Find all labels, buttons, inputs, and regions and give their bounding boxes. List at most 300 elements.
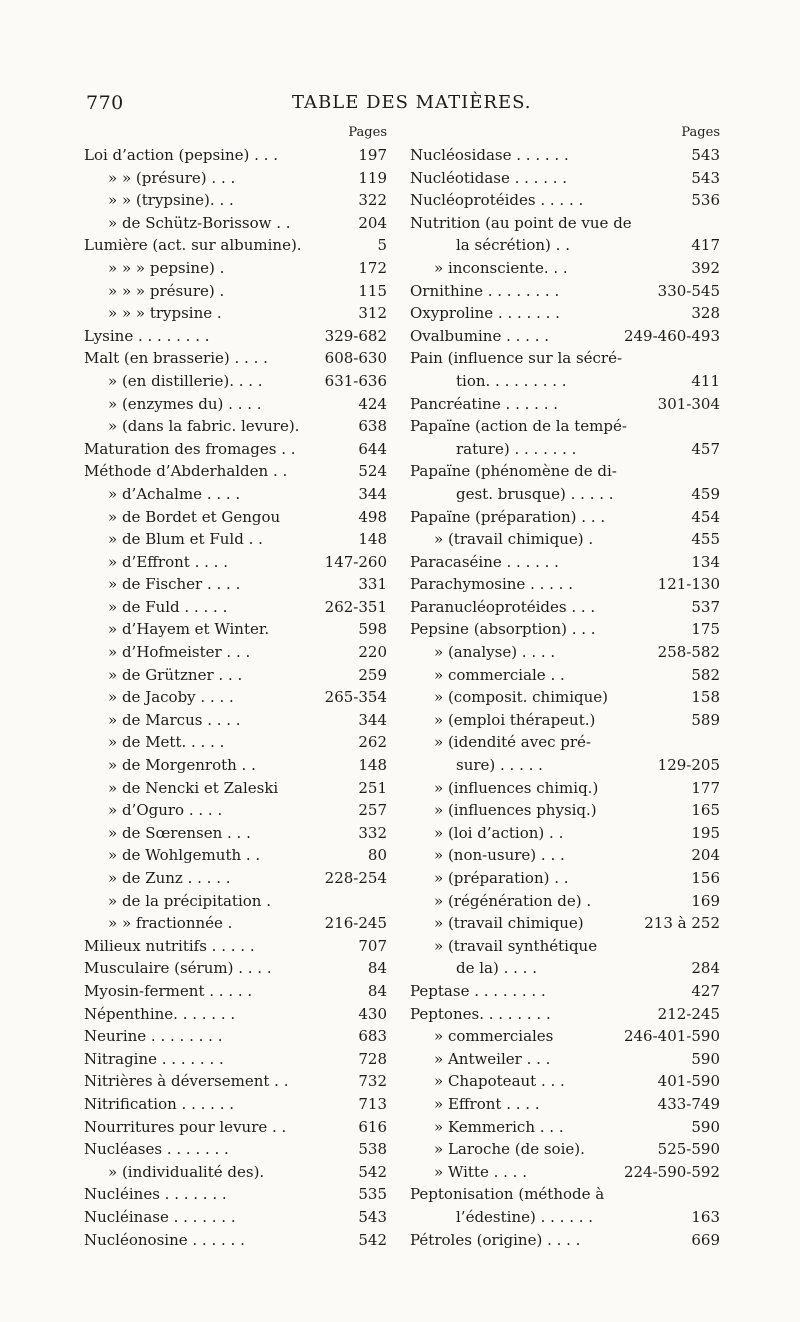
index-entry xyxy=(84,1048,387,1071)
index-entry xyxy=(84,822,387,845)
index-entry xyxy=(84,325,387,348)
index-entry-page: 543 xyxy=(691,168,720,187)
index-entry xyxy=(410,844,720,867)
index-entry-term: » (en distillerie). . . . xyxy=(108,371,263,390)
index-entry-page: 262 xyxy=(358,733,387,752)
index-entry-term: Nucléosidase . . . . . . xyxy=(410,146,569,164)
index-entry-term: Paranucléoprotéides . . . xyxy=(410,597,596,616)
index-entry-term: » commerciales xyxy=(434,1027,554,1046)
index-entry-page: 158 xyxy=(691,688,720,707)
index-entry xyxy=(410,822,720,845)
index-entry-term: Peptones. . . . . . . . xyxy=(410,1004,551,1023)
page-number: 770 xyxy=(86,92,124,114)
index-entry-page: 147-260 xyxy=(324,552,387,571)
index-entry-term: Nutrition (au point de vue de xyxy=(410,213,632,232)
index-entry-term: » Laroche (de soie). xyxy=(434,1140,585,1159)
index-entry xyxy=(410,596,720,619)
index-entry xyxy=(84,167,387,190)
index-entry xyxy=(410,551,720,574)
index-entry xyxy=(410,1116,720,1139)
index-entry xyxy=(84,957,387,980)
index-entry-page xyxy=(656,347,720,370)
index-entry-term: Peptase . . . . . . . . xyxy=(410,981,546,1000)
index-entry xyxy=(84,1116,387,1139)
index-entry-page: 590 xyxy=(691,1049,720,1068)
index-entry-page: 84 xyxy=(367,981,387,1000)
index-entry-page: 417 xyxy=(691,236,720,255)
index-entry-page: 535 xyxy=(358,1185,387,1204)
index-entry-page: 322 xyxy=(358,191,387,210)
index-entry xyxy=(84,280,387,303)
index-entry xyxy=(84,393,387,416)
index-entry-term: la sécrétion) . . xyxy=(456,236,570,255)
index-entry-page: 330-545 xyxy=(657,281,720,300)
index-entry xyxy=(84,596,387,619)
index-entry xyxy=(84,438,387,461)
index-entry-term: » » (présure) . . . xyxy=(108,168,236,187)
index-entry-page: 284 xyxy=(691,959,720,978)
index-entry xyxy=(410,212,720,235)
index-entry-term: » (régénération de) . xyxy=(434,891,592,910)
index-entry-page: 524 xyxy=(358,462,387,481)
index-entry-term: Nitrières à déversement . . xyxy=(84,1072,289,1091)
index-entry xyxy=(84,1025,387,1048)
index-entry xyxy=(84,189,387,212)
index-entry-term: Nitragine . . . . . . . xyxy=(84,1049,224,1068)
index-entry-term: » de Fuld . . . . . xyxy=(108,597,228,616)
right-index-column xyxy=(410,122,720,1251)
index-entry-term: Musculaire (sérum) . . . . xyxy=(84,959,272,978)
index-entry-term: Méthode d’Abderhalden . . xyxy=(84,462,288,481)
index-entry-term: » Kemmerich . . . xyxy=(434,1117,564,1136)
index-entry-term: Nucléines . . . . . . . xyxy=(84,1185,227,1204)
index-entry xyxy=(84,912,387,935)
index-entry xyxy=(84,618,387,641)
index-entry-term: » de Wohlgemuth . . xyxy=(108,846,261,865)
index-entry-page xyxy=(656,1183,720,1206)
index-entry xyxy=(410,144,720,167)
index-entry xyxy=(84,212,387,235)
index-entry-page: 454 xyxy=(691,507,720,526)
index-entry-page: 536 xyxy=(691,191,720,210)
index-entry-page: 498 xyxy=(358,507,387,526)
index-entry-page: 631-636 xyxy=(324,371,387,390)
index-entry-term: » d’Oguro . . . . xyxy=(108,801,223,820)
index-entry xyxy=(84,551,387,574)
index-entry-page: 148 xyxy=(358,530,387,549)
index-entry xyxy=(84,1206,387,1229)
index-entry-term: Pancréatine . . . . . . xyxy=(410,394,558,413)
index-entry xyxy=(84,460,387,483)
index-entry-page: 172 xyxy=(358,258,387,277)
index-entry-term: » de Bordet et Gengou xyxy=(108,507,281,526)
index-entry-term: Papaïne (phénomène de di- xyxy=(410,462,617,481)
index-entry-page: 328 xyxy=(691,304,720,323)
index-entry-page: 259 xyxy=(358,665,387,684)
index-entry-page: 344 xyxy=(358,484,387,503)
index-entry xyxy=(84,1229,387,1252)
index-entry-term: » de Zunz . . . . . xyxy=(108,869,231,887)
index-entry-term: » (loi d’action) . . xyxy=(434,823,564,842)
index-entry-term: » (composit. chimique) xyxy=(434,688,609,707)
index-entry xyxy=(84,347,387,370)
index-entry-page: 411 xyxy=(691,371,720,390)
index-entry-term: Malt (en brasserie) . . . . xyxy=(84,349,268,368)
index-entry-term: Nucléoprotéides . . . . . xyxy=(410,191,584,210)
index-entry-term: » Chapoteaut . . . xyxy=(434,1072,565,1091)
index-entry-term: » (emploi thérapeut.) xyxy=(434,710,596,729)
index-entry-term: » de Fischer . . . . xyxy=(108,575,241,594)
index-entry xyxy=(84,302,387,325)
index-entry xyxy=(84,1070,387,1093)
index-entry-term: » (travail synthétique xyxy=(434,936,598,955)
index-entry-page xyxy=(656,731,720,754)
index-entry-term: » (individualité des). xyxy=(108,1162,265,1181)
index-entry-term: l’édestine) . . . . . . xyxy=(456,1207,594,1226)
index-entry-page: 608-630 xyxy=(324,349,387,368)
index-entry-page: 5 xyxy=(377,236,387,255)
index-entry xyxy=(410,257,720,280)
index-entry-page: 598 xyxy=(358,620,387,639)
page-title: TABLE DES MATIÈRES. xyxy=(292,92,532,113)
index-entry-term: » Antweiler . . . xyxy=(434,1049,551,1068)
index-entry-term: » commerciale . . xyxy=(434,665,565,684)
index-entry-page: 246-401-590 xyxy=(623,1027,720,1046)
index-entry-page: 455 xyxy=(691,530,720,549)
index-entry xyxy=(84,709,387,732)
index-entry-term: Nucléinase . . . . . . . xyxy=(84,1207,236,1226)
index-entry-term: Neurine . . . . . . . . xyxy=(84,1027,223,1046)
index-entry-page: 433-749 xyxy=(657,1094,720,1113)
index-entry-page: 169 xyxy=(691,891,720,910)
pages-column-label: Pages xyxy=(681,125,720,140)
index-entry-page: 258-582 xyxy=(657,643,720,662)
index-entry xyxy=(84,686,387,709)
index-entry-page: 459 xyxy=(691,484,720,503)
index-entry-term: de la) . . . . xyxy=(456,959,537,978)
index-entry-term: Pepsine (absorption) . . . xyxy=(410,620,596,639)
index-entry-page: 344 xyxy=(358,710,387,729)
index-entry-page: 427 xyxy=(691,981,720,1000)
right-index-list xyxy=(410,144,720,1251)
index-entry xyxy=(410,777,720,800)
index-entry xyxy=(410,664,720,687)
index-entry xyxy=(84,641,387,664)
index-entry-page: 542 xyxy=(358,1230,387,1249)
index-entry xyxy=(410,189,720,212)
index-entry-page: 669 xyxy=(691,1230,720,1249)
index-entry-page xyxy=(656,460,720,483)
index-entry-term: Lumière (act. sur albumine). xyxy=(84,236,302,255)
index-entry-page: 728 xyxy=(358,1049,387,1068)
index-entry-term: » (travail chimique) . xyxy=(434,530,594,549)
index-entry xyxy=(410,1025,720,1048)
index-entry-page: 430 xyxy=(358,1004,387,1023)
index-entry xyxy=(410,415,720,438)
index-entry-term: Maturation des fromages . . xyxy=(84,439,296,458)
index-entry-page: 543 xyxy=(358,1207,387,1226)
index-entry-term: » d’Hofmeister . . . xyxy=(108,643,251,662)
index-entry xyxy=(84,844,387,867)
index-entry-term: » de Jacoby . . . . xyxy=(108,688,234,707)
index-entry xyxy=(410,731,720,754)
index-entry-term: » de Schütz-Borissow . . xyxy=(108,213,291,232)
index-entry xyxy=(410,573,720,596)
index-entry-page: 713 xyxy=(358,1094,387,1113)
index-entry-term: » (influences physiq.) xyxy=(434,801,597,820)
index-entry xyxy=(410,980,720,1003)
index-entry xyxy=(410,935,720,958)
index-entry xyxy=(410,438,720,461)
index-entry-page xyxy=(309,890,387,913)
index-entry-page: 331 xyxy=(358,575,387,594)
index-entry-term: Oxyproline . . . . . . . xyxy=(410,304,560,323)
index-entry-term: tion. . . . . . . . . xyxy=(456,371,567,390)
index-entry-term: » d’Effront . . . . xyxy=(108,552,228,571)
index-entry-page: 537 xyxy=(691,597,720,616)
index-entry xyxy=(84,867,387,890)
index-entry-term: » (travail chimique) xyxy=(434,914,584,933)
index-entry-page: 216-245 xyxy=(324,914,387,933)
index-entry xyxy=(410,280,720,303)
index-entry-page: 163 xyxy=(691,1207,720,1226)
index-entry-term: » inconsciente. . . xyxy=(434,258,568,277)
index-entry xyxy=(410,618,720,641)
index-entry xyxy=(84,935,387,958)
index-entry-term: Peptonisation (méthode à xyxy=(410,1185,605,1204)
index-entry-term: Ovalbumine . . . . . xyxy=(410,326,550,345)
index-entry-term: Papaïne (action de la tempé- xyxy=(410,417,627,436)
index-entry-term: » Witte . . . . xyxy=(434,1162,527,1181)
index-entry xyxy=(410,1138,720,1161)
index-entry-term: » » fractionnée . xyxy=(108,914,233,933)
index-entry-page: 220 xyxy=(358,643,387,662)
index-entry xyxy=(84,415,387,438)
index-entry-term: » de la précipitation . xyxy=(108,891,271,910)
index-entry-page: 616 xyxy=(358,1117,387,1136)
index-entry-term: » de Marcus . . . . xyxy=(108,710,241,729)
index-entry-page: 156 xyxy=(691,869,720,887)
index-entry xyxy=(84,799,387,822)
index-entry-page: 175 xyxy=(691,620,720,639)
index-entry xyxy=(410,686,720,709)
index-entry-page: 115 xyxy=(358,281,387,300)
index-entry-page: 257 xyxy=(358,801,387,820)
index-entry-term: » » » trypsine . xyxy=(108,304,222,323)
index-entry-page: 165 xyxy=(691,801,720,820)
index-entry xyxy=(410,799,720,822)
index-entry-page: 582 xyxy=(691,665,720,684)
index-entry-term: » de Blum et Fuld . . xyxy=(108,530,263,549)
index-entry-page: 525-590 xyxy=(657,1140,720,1159)
index-entry xyxy=(410,890,720,913)
index-entry-page: 644 xyxy=(358,439,387,458)
index-entry xyxy=(84,1183,387,1206)
index-entry-page: 265-354 xyxy=(324,688,387,707)
index-entry-page: 401-590 xyxy=(657,1072,720,1091)
index-entry xyxy=(410,528,720,551)
index-entry-term: Pain (influence sur la sécré- xyxy=(410,349,623,368)
index-entry xyxy=(410,460,720,483)
index-entry-page: 177 xyxy=(691,778,720,797)
index-entry-page: 424 xyxy=(358,394,387,413)
index-entry-term: » (influences chimiq.) xyxy=(434,778,599,797)
index-entry-term: » » » présure) . xyxy=(108,281,225,300)
index-entry xyxy=(410,1003,720,1026)
index-entry-page: 251 xyxy=(358,778,387,797)
index-entry xyxy=(410,302,720,325)
index-entry xyxy=(84,144,387,167)
index-entry-term: Nitrification . . . . . . xyxy=(84,1094,234,1113)
index-entry-term: Pétroles (origine) . . . . xyxy=(410,1230,581,1249)
index-entry-page: 228-254 xyxy=(324,869,387,887)
index-entry-page: 212-245 xyxy=(657,1004,720,1023)
index-entry-term: rature) . . . . . . . xyxy=(456,439,577,458)
index-entry-page xyxy=(656,415,720,438)
index-entry-term: Nucléases . . . . . . . xyxy=(84,1140,229,1159)
index-entry xyxy=(410,393,720,416)
left-index-column xyxy=(84,122,387,1251)
index-entry xyxy=(84,1093,387,1116)
index-entry-page: 732 xyxy=(358,1072,387,1091)
index-entry-term: Nourritures pour levure . . xyxy=(84,1117,287,1136)
index-entry-term: Paracaséine . . . . . . xyxy=(410,552,559,571)
index-entry xyxy=(410,483,720,506)
index-entry-page: 590 xyxy=(691,1117,720,1136)
index-entry-term: » (analyse) . . . . xyxy=(434,643,556,662)
index-entry xyxy=(84,777,387,800)
index-entry-page: 213 à 252 xyxy=(644,914,720,933)
index-entry xyxy=(410,370,720,393)
index-entry xyxy=(410,912,720,935)
index-entry-page: 542 xyxy=(358,1162,387,1181)
index-entry xyxy=(84,506,387,529)
index-entry-page: 589 xyxy=(691,710,720,729)
index-entry xyxy=(84,573,387,596)
index-entry-page: 538 xyxy=(358,1140,387,1159)
index-entry xyxy=(84,1161,387,1184)
index-entry xyxy=(84,890,387,913)
index-entry-page: 224-590-592 xyxy=(623,1162,720,1181)
left-index-list xyxy=(84,144,387,1251)
index-entry xyxy=(84,754,387,777)
page-header xyxy=(0,92,800,122)
index-entry-page: 332 xyxy=(358,823,387,842)
index-entry-term: » (enzymes du) . . . . xyxy=(108,394,262,413)
index-entry-term: Lysine . . . . . . . . xyxy=(84,326,210,345)
index-entry-page: 134 xyxy=(691,552,720,571)
index-entry-term: Milieux nutritifs . . . . . xyxy=(84,936,255,955)
index-entry-term: » de Nencki et Zaleski xyxy=(108,778,279,797)
index-entry xyxy=(410,234,720,257)
index-entry-term: » d’Achalme . . . . xyxy=(108,484,241,503)
index-entry xyxy=(84,257,387,280)
index-entry-term: » (préparation) . . xyxy=(434,869,569,887)
index-entry xyxy=(410,641,720,664)
index-entry xyxy=(410,325,720,348)
index-entry-page: 457 xyxy=(691,439,720,458)
index-entry xyxy=(84,980,387,1003)
index-entry-page: 148 xyxy=(358,756,387,775)
index-entry xyxy=(410,1161,720,1184)
index-entry-page: 683 xyxy=(358,1027,387,1046)
index-entry-term: Parachymosine . . . . . xyxy=(410,575,573,594)
index-entry-term: Loi d’action (pepsine) . . . xyxy=(84,146,278,164)
index-entry xyxy=(410,957,720,980)
index-entry xyxy=(410,1070,720,1093)
index-entry-term: » de Sœrensen . . . xyxy=(108,823,251,842)
index-entry-term: » de Grützner . . . xyxy=(108,665,243,684)
index-entry-term: » (non-usure) . . . xyxy=(434,846,565,865)
index-entry-term: » (idendité avec pré- xyxy=(434,733,591,752)
index-entry xyxy=(84,731,387,754)
index-entry-term: Papaïne (préparation) . . . xyxy=(410,507,606,526)
pages-column-label: Pages xyxy=(348,125,387,140)
index-entry-page: 129-205 xyxy=(657,756,720,775)
index-entry-term: » Effront . . . . xyxy=(434,1094,540,1113)
index-entry-page: 249-460-493 xyxy=(623,326,720,345)
index-entry-term: » » (trypsine). . . xyxy=(108,191,234,210)
index-entry-term: » de Mett. . . . . xyxy=(108,733,225,752)
index-entry-term: Népenthine. . . . . . . xyxy=(84,1004,236,1023)
index-entry-page: 80 xyxy=(367,846,387,865)
index-entry xyxy=(84,234,387,257)
index-entry-page: 707 xyxy=(358,936,387,955)
index-entry-term: » de Morgenroth . . xyxy=(108,756,256,775)
index-entry-term: gest. brusque) . . . . . xyxy=(456,484,614,503)
index-entry-term: sure) . . . . . xyxy=(456,756,543,775)
index-entry xyxy=(410,867,720,890)
index-entry-page xyxy=(656,212,720,235)
index-entry-page: 195 xyxy=(691,823,720,842)
index-entry-page: 301-304 xyxy=(657,394,720,413)
index-entry xyxy=(410,1206,720,1229)
index-entry-page: 262-351 xyxy=(324,597,387,616)
index-entry-page: 204 xyxy=(358,213,387,232)
index-entry-page: 543 xyxy=(691,146,720,164)
index-entry xyxy=(410,347,720,370)
index-entry-term: » (dans la fabric. levure). xyxy=(108,417,300,436)
index-entry xyxy=(84,528,387,551)
index-entry xyxy=(84,370,387,393)
index-entry xyxy=(84,664,387,687)
index-entry-term: » d’Hayem et Winter. xyxy=(108,620,270,639)
index-entry xyxy=(410,754,720,777)
index-entry-page: 84 xyxy=(367,959,387,978)
index-entry xyxy=(410,167,720,190)
index-entry xyxy=(410,506,720,529)
index-entry-page: 329-682 xyxy=(324,326,387,345)
index-entry-page xyxy=(656,935,720,958)
index-entry xyxy=(84,483,387,506)
index-entry xyxy=(410,1183,720,1206)
index-entry-term: Nucléonosine . . . . . . xyxy=(84,1230,245,1249)
index-entry-term: Nucléotidase . . . . . . xyxy=(410,168,568,187)
index-entry-term: Myosin-ferment . . . . . xyxy=(84,981,253,1000)
index-entry-term: » » » pepsine) . xyxy=(108,258,225,277)
index-entry xyxy=(84,1138,387,1161)
index-entry-page: 312 xyxy=(358,304,387,323)
index-entry xyxy=(410,709,720,732)
index-entry-page: 638 xyxy=(358,417,387,436)
index-entry-page: 392 xyxy=(691,258,720,277)
index-entry-page: 197 xyxy=(358,146,387,164)
index-entry-page: 119 xyxy=(358,168,387,187)
index-entry xyxy=(410,1048,720,1071)
index-entry xyxy=(84,1003,387,1026)
index-entry-page: 204 xyxy=(691,846,720,865)
index-entry xyxy=(410,1229,720,1252)
